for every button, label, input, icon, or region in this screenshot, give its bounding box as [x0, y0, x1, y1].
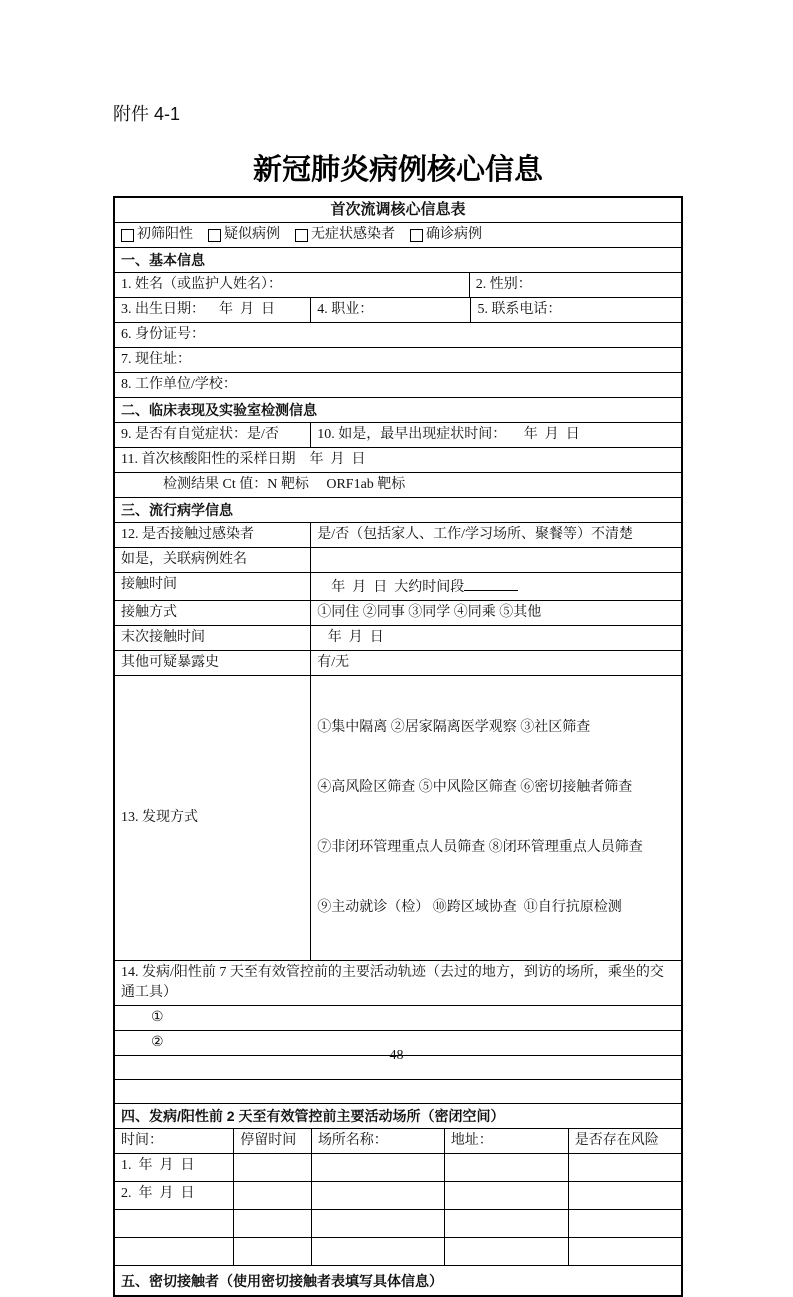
- place-duration-cell: [233, 1154, 311, 1181]
- checkbox-icon[interactable]: [121, 229, 134, 242]
- workplace-field: 8. 工作单位/学校：: [121, 377, 237, 392]
- case-type-option-suspected: [208, 225, 280, 245]
- case-type-row: [115, 222, 681, 247]
- places-table-row: [115, 1237, 681, 1265]
- discovery-option-line: ④高风险区筛查 ⑤中风险区筛查 ⑥密切接触者筛查: [317, 780, 633, 795]
- contact-time-text: 年 月 日 大约时间段: [317, 580, 465, 595]
- checkbox-icon[interactable]: [208, 229, 221, 242]
- place-address-cell: [444, 1210, 568, 1237]
- activity-track-item: [115, 1080, 681, 1103]
- case-type-label: 确诊病例: [426, 227, 482, 242]
- page-number: 48: [389, 1048, 404, 1063]
- case-type-option-screening: [121, 225, 193, 245]
- place-name-cell: [311, 1182, 444, 1209]
- linked-case-label: 如是，关联病例姓名: [121, 552, 247, 567]
- core-info-form-table: [113, 196, 683, 1297]
- checkbox-icon[interactable]: [410, 229, 423, 242]
- table-row: [115, 347, 681, 372]
- section3-title: 三、流行病学信息: [121, 502, 233, 518]
- birthdate-field: 3. 出生日期： 年 月 日: [121, 302, 275, 317]
- case-type-option-asymptomatic: [295, 225, 395, 245]
- places-table-row: [115, 1181, 681, 1209]
- contact-time-label: 接触时间: [121, 577, 177, 592]
- gender-field: 2. 性别：: [469, 273, 681, 297]
- table-row: [115, 297, 681, 322]
- column-header-time: 时间：: [121, 1133, 163, 1148]
- place-address-cell: [444, 1182, 568, 1209]
- discovery-option-line: ⑨主动就诊（检） ⑩跨区域协查 ⑪自行抗原检测: [317, 900, 622, 915]
- linked-case-value: [310, 548, 681, 572]
- place-time-cell: 2. 年 月 日: [121, 1186, 195, 1201]
- place-risk-cell: [568, 1210, 681, 1237]
- discovery-method-label: 13. 发现方式: [121, 810, 198, 825]
- column-header-duration: 停留时间: [233, 1129, 311, 1153]
- discovery-method-row: [115, 675, 681, 960]
- exposure-history-label: 其他可疑暴露史: [121, 655, 219, 670]
- activity-track-item: ②: [151, 1035, 164, 1050]
- id-number-field: 6. 身份证号：: [121, 327, 205, 342]
- place-name-cell: [311, 1238, 444, 1265]
- checkbox-icon[interactable]: [295, 229, 308, 242]
- page-title: 新冠肺炎病例核心信息: [252, 154, 543, 186]
- table-row: [115, 650, 681, 675]
- discovery-option-line: ⑦非闭环管理重点人员筛查 ⑧闭环管理重点人员筛查: [317, 840, 643, 855]
- table-row: [115, 372, 681, 397]
- places-table-row: [115, 1209, 681, 1237]
- section3-header-row: [115, 497, 681, 522]
- form-title-row: [115, 198, 681, 222]
- section5-title: 五、密切接触者（使用密切接触者表填写具体信息）: [121, 1272, 443, 1289]
- last-contact-label: 末次接触时间: [121, 630, 205, 645]
- place-name-cell: [311, 1154, 444, 1181]
- section4-title: 四、发病/阳性前 2 天至有效管控前主要活动场所（密闭空间）: [121, 1108, 505, 1124]
- place-duration-cell: [233, 1238, 311, 1265]
- column-header-risk: 是否存在风险: [568, 1129, 681, 1153]
- activity-track-item: ①: [151, 1010, 164, 1025]
- section2-title: 二、临床表现及实验室检测信息: [121, 402, 317, 418]
- symptom-onset-field: 10. 如是，最早出现症状时间： 年 月 日: [310, 423, 681, 447]
- table-row: [115, 1079, 681, 1103]
- places-table-row: [115, 1153, 681, 1181]
- contact-mode-label: 接触方式: [121, 605, 177, 620]
- column-header-place: 场所名称：: [311, 1129, 444, 1153]
- discovery-option-line: ①集中隔离 ②居家隔离医学观察 ③社区筛查: [317, 720, 591, 735]
- case-type-option-confirmed: [410, 225, 482, 245]
- table-row: [115, 625, 681, 650]
- contact-time-value: [310, 573, 681, 600]
- name-field: 1. 姓名（或监护人姓名）：: [121, 277, 282, 292]
- activity-track-label: 14. 发病/阳性前 7 天至有效管控前的主要活动轨迹（去过的地方，到访的场所，乘坐的交通工具）: [121, 965, 664, 1000]
- table-row: [115, 322, 681, 347]
- table-row: [115, 572, 681, 600]
- case-type-label: 初筛阳性: [137, 227, 193, 242]
- place-time-cell: [115, 1210, 233, 1237]
- contact-infected-value: 是/否（包括家人、工作/学习场所、聚餐等）不清楚: [310, 523, 681, 547]
- table-row: [115, 447, 681, 472]
- first-positive-sampling-field: 11. 首次核酸阳性的采样日期 年 月 日: [121, 452, 366, 467]
- place-risk-cell: [568, 1182, 681, 1209]
- symptom-field: 9. 是否有自觉症状：是/否: [121, 427, 279, 442]
- places-table-header-row: [115, 1128, 681, 1153]
- last-contact-value: 年 月 日: [310, 626, 681, 650]
- phone-field: 5. 联系电话：: [470, 298, 681, 322]
- table-row: [115, 272, 681, 297]
- table-row: [115, 522, 681, 547]
- ct-result-field: 检测结果 Ct 值：N 靶标 ORF1ab 靶标: [163, 477, 406, 492]
- place-time-cell: 1. 年 月 日: [121, 1158, 195, 1173]
- address-field: 7. 现住址：: [121, 352, 191, 367]
- case-type-label: 无症状感染者: [311, 227, 395, 242]
- activity-track-header-row: [115, 960, 681, 1005]
- column-header-address: 地址：: [444, 1129, 568, 1153]
- section2-header-row: [115, 397, 681, 422]
- place-duration-cell: [233, 1210, 311, 1237]
- exposure-history-value: 有/无: [310, 651, 681, 675]
- case-type-label: 疑似病例: [224, 227, 280, 242]
- table-row: [115, 472, 681, 497]
- place-risk-cell: [568, 1238, 681, 1265]
- table-row: [115, 422, 681, 447]
- section5-header-row: [115, 1265, 681, 1295]
- attachment-label: 附件 4-1: [113, 104, 181, 124]
- place-address-cell: [444, 1238, 568, 1265]
- contact-infected-label: 12. 是否接触过感染者: [121, 527, 254, 542]
- place-risk-cell: [568, 1154, 681, 1181]
- table-row: [115, 547, 681, 572]
- discovery-method-options: [310, 676, 681, 960]
- form-title: 首次流调核心信息表: [330, 201, 466, 218]
- occupation-field: 4. 职业：: [310, 298, 470, 322]
- place-name-cell: [311, 1210, 444, 1237]
- section1-header-row: [115, 247, 681, 272]
- table-row: [115, 1005, 681, 1030]
- blank-underline: [464, 575, 518, 591]
- place-time-cell: [115, 1238, 233, 1265]
- section1-title: 一、基本信息: [121, 252, 205, 268]
- contact-mode-value: ①同住 ②同事 ③同学 ④同乘 ⑤其他: [310, 601, 681, 625]
- place-duration-cell: [233, 1182, 311, 1209]
- table-row: [115, 600, 681, 625]
- section4-header-row: [115, 1103, 681, 1128]
- place-address-cell: [444, 1154, 568, 1181]
